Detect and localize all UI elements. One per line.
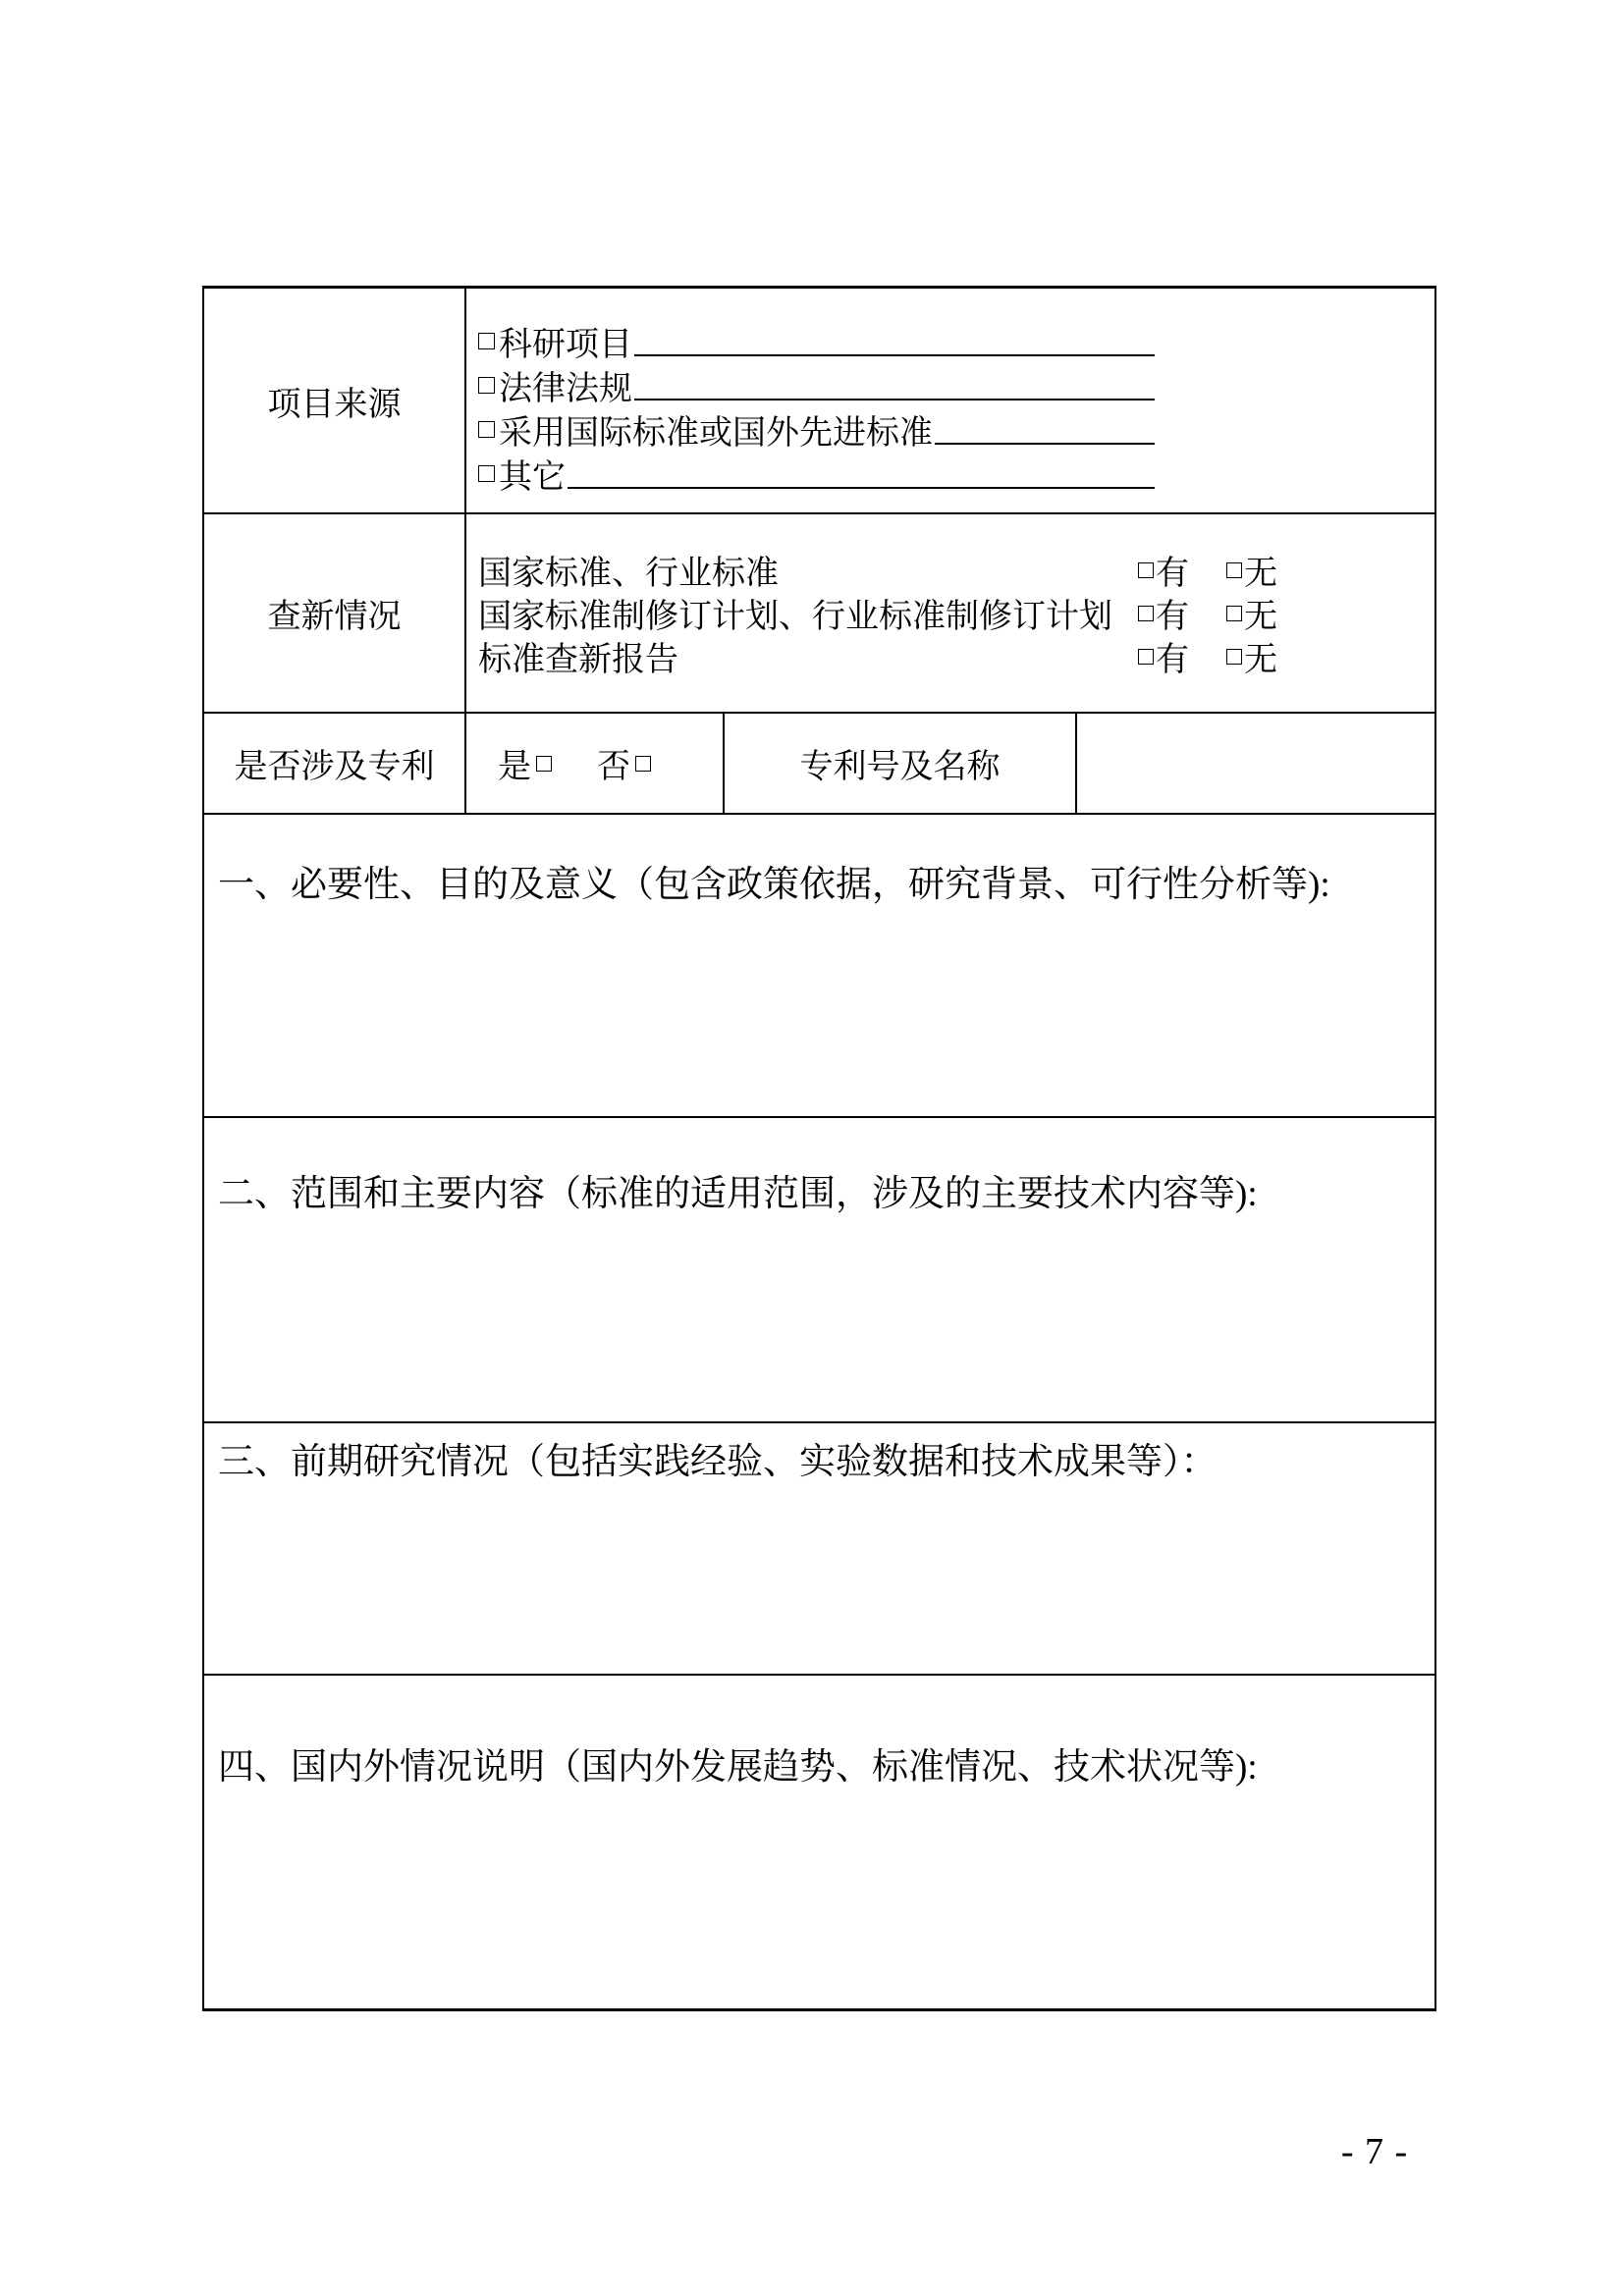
checkbox-standards-has[interactable]: [1138, 562, 1154, 578]
none-label: 无: [1244, 599, 1277, 635]
checkbox-patent-yes[interactable]: [536, 756, 552, 772]
option-label: 科研项目: [499, 327, 632, 363]
option-label: 采用国际标准或国外先进标准: [499, 415, 933, 452]
checkbox-report-has[interactable]: [1138, 649, 1154, 665]
novelty-item-report: [478, 635, 1435, 678]
option-laws-regulations: [478, 363, 1435, 407]
novelty-item-text: 标准查新报告: [478, 642, 678, 678]
checkbox-other[interactable]: [478, 465, 495, 482]
novelty-item-text: 国家标准制修订计划、行业标准制修订计划: [478, 599, 1112, 635]
option-international-standard: [478, 407, 1435, 452]
section-preliminary-research: [204, 1423, 1435, 1676]
row-novelty-check: [204, 514, 1435, 714]
checkbox-research-project[interactable]: [478, 333, 495, 349]
novelty-item-plans: [478, 592, 1435, 635]
page-number: - 7 -: [1340, 2131, 1409, 2172]
patent-yes-no-cell: [466, 714, 725, 813]
patent-number-label: 专利号及名称: [725, 714, 1077, 813]
yes-label: 是: [498, 749, 531, 785]
option-research-project: [478, 319, 1435, 363]
checkbox-patent-no[interactable]: [635, 756, 651, 772]
row-patent: [204, 714, 1435, 815]
checkbox-report-none[interactable]: [1226, 649, 1242, 665]
checkbox-laws-regulations[interactable]: [478, 377, 495, 394]
section-title: 一、必要性、目的及意义（包含政策依据，研究背景、可行性分析等):: [218, 865, 1330, 905]
section-domestic-foreign: [204, 1676, 1435, 2008]
option-other: [478, 452, 1435, 496]
checkbox-standards-none[interactable]: [1226, 562, 1242, 578]
row-project-source: [204, 289, 1435, 514]
none-label: 无: [1244, 642, 1277, 678]
has-label: 有: [1156, 642, 1189, 678]
blank-line-other[interactable]: [568, 452, 1155, 489]
blank-line-laws-regulations[interactable]: [634, 363, 1155, 400]
section-title: 四、国内外情况说明（国内外发展趋势、标准情况、技术状况等):: [218, 1747, 1258, 1788]
blank-line-international-standard[interactable]: [935, 407, 1155, 445]
option-label: 法律法规: [499, 371, 632, 407]
patent-number-value[interactable]: [1077, 714, 1435, 813]
checkbox-plans-none[interactable]: [1226, 606, 1242, 621]
novelty-check-label: 查新情况: [204, 514, 466, 712]
section-scope: [204, 1118, 1435, 1423]
checkbox-plans-has[interactable]: [1138, 606, 1154, 621]
novelty-item-standards: [478, 549, 1435, 592]
checkbox-international-standard[interactable]: [478, 421, 495, 438]
novelty-check-items: [466, 514, 1435, 712]
patent-involved-label: 是否涉及专利: [204, 714, 466, 813]
application-form-table: [202, 286, 1436, 2011]
none-label: 无: [1244, 556, 1277, 592]
no-label: 否: [597, 749, 630, 785]
has-label: 有: [1156, 556, 1189, 592]
section-title: 三、前期研究情况（包括实践经验、实验数据和技术成果等）：: [218, 1442, 1218, 1482]
project-source-options: [466, 289, 1435, 512]
project-source-label: 项目来源: [204, 289, 466, 512]
option-label: 其它: [499, 459, 566, 496]
novelty-item-text: 国家标准、行业标准: [478, 556, 779, 592]
section-necessity: [204, 815, 1435, 1118]
has-label: 有: [1156, 599, 1189, 635]
blank-line-research-project[interactable]: [634, 319, 1155, 356]
section-title: 二、范围和主要内容（标准的适用范围，涉及的主要技术内容等):: [218, 1174, 1258, 1214]
